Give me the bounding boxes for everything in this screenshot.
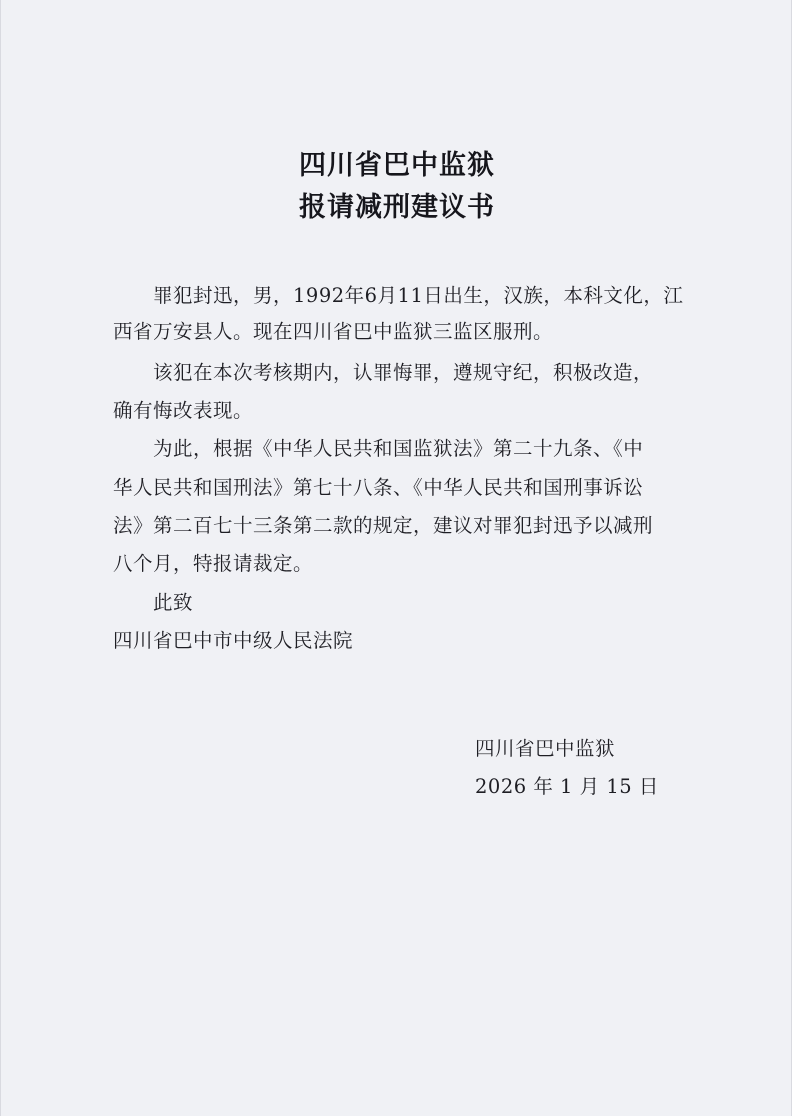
document-title-line1: 四川省巴中监狱	[299, 150, 495, 181]
body-line-3: 该犯在本次考核期内，认罪悔罪，遵规守纪，积极改造，	[153, 361, 654, 384]
document-title-line2: 报请减刑建议书	[299, 192, 495, 223]
salutation-line: 此致	[153, 591, 194, 614]
body-line-7: 法》第二百七十三条第二款的规定，建议对罪犯封迅予以减刑	[113, 514, 654, 537]
recipient-line: 四川省巴中市中级人民法院	[113, 629, 354, 652]
signature-date: 2026 年 1 月 15 日	[475, 775, 659, 798]
body-line-8: 八个月，特报请裁定。	[113, 552, 314, 575]
body-line-4: 确有悔改表现。	[113, 399, 254, 422]
body-line-2: 西省万安县人。现在四川省巴中监狱三监区服刑。	[113, 320, 554, 343]
body-line-6: 华人民共和国刑法》第七十八条、《中华人民共和国刑事诉讼	[113, 476, 644, 499]
body-line-1: 罪犯封迅，男，1992年6月11日出生，汉族，本科文化，江	[153, 284, 684, 307]
body-line-5: 为此，根据《中华人民共和国监狱法》第二十九条、《中	[153, 437, 644, 460]
signature-organization: 四川省巴中监狱	[475, 737, 616, 760]
